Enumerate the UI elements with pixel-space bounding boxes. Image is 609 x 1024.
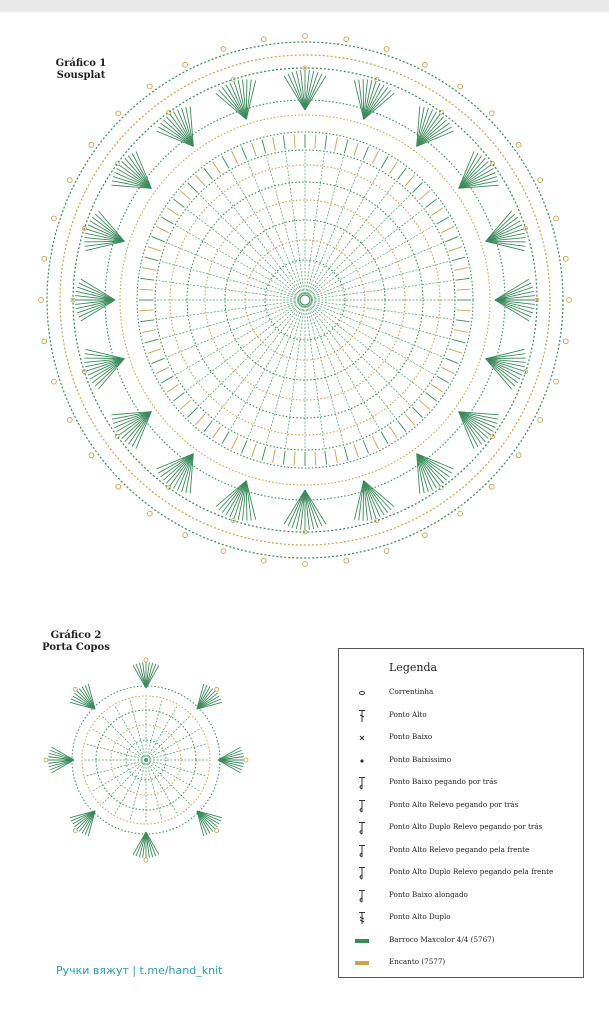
back-loop-sc-icon bbox=[355, 776, 369, 790]
single-crochet-icon bbox=[355, 731, 369, 745]
treble-icon bbox=[355, 911, 369, 925]
legend-label: Barroco Maxcolor 4/4 (5767) bbox=[389, 934, 495, 944]
center-spokes bbox=[155, 150, 455, 450]
legend-label: Ponto Baixíssimo bbox=[389, 754, 452, 764]
legend-label: Ponto Alto Relevo pegando por trás bbox=[389, 799, 519, 809]
center-ring bbox=[300, 295, 310, 305]
outer-rounds bbox=[47, 42, 563, 558]
legend-label: Ponto Alto Duplo Relevo pegando por trás bbox=[389, 822, 543, 831]
chart2-title bbox=[36, 630, 116, 654]
legend-label: Ponto Baixo pegando por trás bbox=[389, 777, 498, 786]
chain-icon bbox=[355, 686, 369, 700]
legend-row bbox=[339, 773, 579, 793]
front-post-dc-icon bbox=[355, 844, 369, 858]
legend-row bbox=[339, 728, 579, 748]
double-crochet-icon bbox=[355, 709, 369, 723]
legend-label: Encanto (7577) bbox=[389, 957, 446, 966]
top-bar bbox=[0, 0, 609, 12]
legend-row bbox=[339, 818, 579, 838]
long-sc-icon bbox=[355, 889, 369, 903]
chart2-title-line2: Porta Copos bbox=[42, 642, 110, 653]
legend-label: Ponto Alto bbox=[389, 709, 427, 719]
legend-row bbox=[339, 796, 579, 816]
chart1-title-line2: Sousplat bbox=[56, 70, 106, 81]
legend-row bbox=[339, 841, 579, 861]
legend-row bbox=[339, 886, 579, 906]
legend-label: Ponto Alto Relevo pegando pela frente bbox=[389, 844, 530, 854]
legend-label: Correntinha bbox=[389, 687, 434, 696]
legend-label: Ponto Baixo alongado bbox=[389, 889, 468, 899]
back-post-dc-icon bbox=[355, 799, 369, 813]
green-swatch bbox=[355, 934, 369, 948]
legend-row bbox=[339, 683, 579, 703]
legend-box bbox=[338, 648, 584, 978]
footer-credit: Ручки вяжут | t.me/hand_knit bbox=[56, 964, 223, 977]
back-post-tr-icon bbox=[355, 821, 369, 835]
legend-label: Ponto Alto Duplo Relevo pegando pela frente bbox=[389, 867, 554, 876]
legend-row bbox=[339, 931, 579, 951]
picot-edge bbox=[39, 34, 572, 567]
chart1-title-line1: Gráfico 1 bbox=[55, 58, 107, 69]
legend-row bbox=[339, 863, 579, 883]
slip-stitch-icon bbox=[355, 754, 369, 768]
gold-swatch bbox=[355, 956, 369, 970]
front-post-tr-icon bbox=[355, 866, 369, 880]
legend-title: Legenda bbox=[389, 661, 438, 674]
chart2-title-line1: Gráfico 2 bbox=[50, 630, 102, 641]
legend-label: Ponto Baixo bbox=[389, 732, 433, 741]
chart1-sousplat-diagram bbox=[30, 30, 580, 580]
legend-row bbox=[339, 908, 579, 928]
legend-row bbox=[339, 751, 579, 771]
legend-row bbox=[339, 953, 579, 973]
legend-row bbox=[339, 706, 579, 726]
legend-label: Ponto Alto Duplo bbox=[389, 912, 451, 921]
chart2-porta-copos-diagram bbox=[38, 652, 258, 872]
coaster-spokes bbox=[84, 698, 208, 822]
